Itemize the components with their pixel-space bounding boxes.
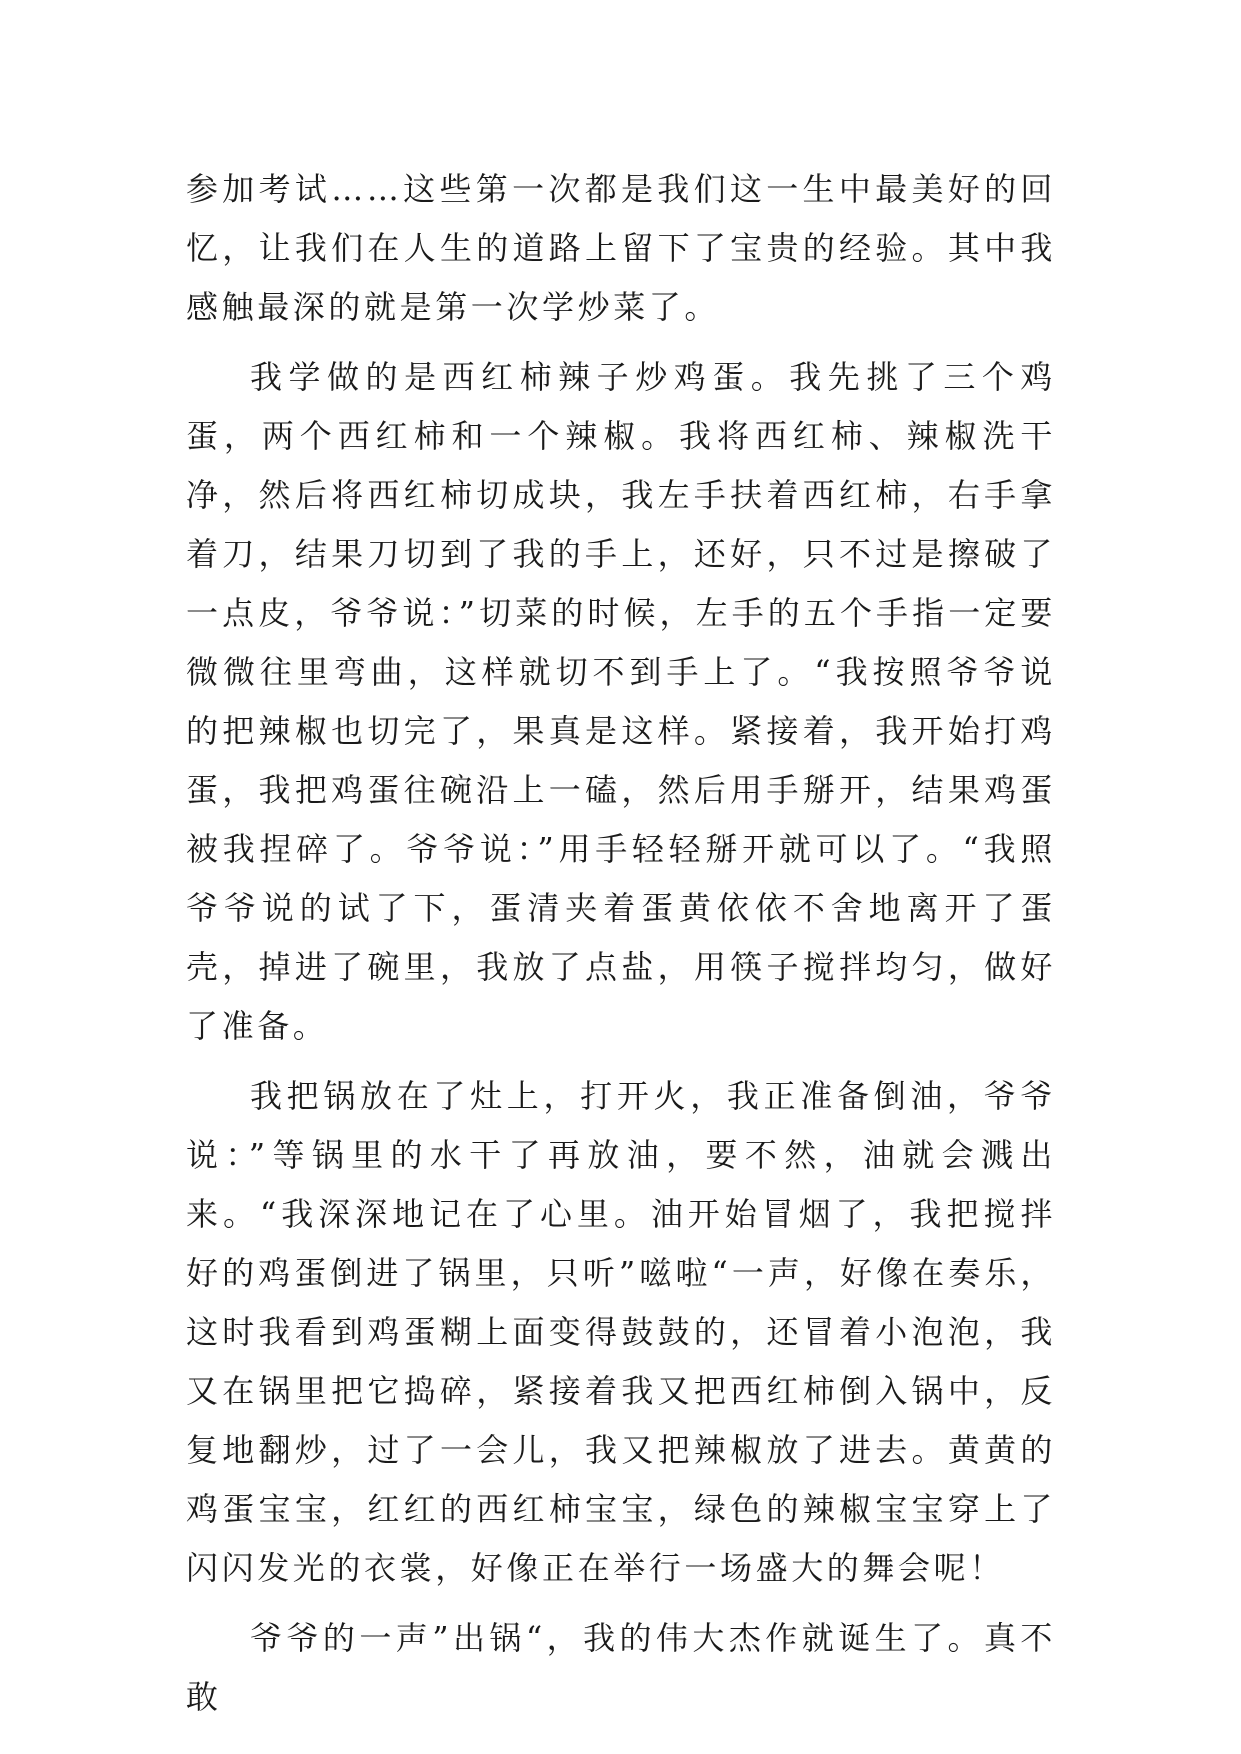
paragraph-cooking-prep: 我学做的是西红柿辣子炒鸡蛋。我先挑了三个鸡蛋，两个西红柿和一个辣椒。我将西红柿、辣椒洗干净，然后将西红柿切成块，我左手扶着西红柿，右手拿着刀，结果刀切到了我的手上，还好，只不过是擦破了一点皮，爷爷说：”切菜的时候，左手的五个手指一定要微微往里弯曲，这样就切不到手上了。“我按照爷爷说的把辣椒也切完了，果真是这样。紧接着，我开始打鸡蛋，我把鸡蛋往碗沿上一磕，然后用手掰开，结果鸡蛋被我捏碎了。爷爷说：”用手轻轻掰开就可以了。“我照爷爷说的试了下，蛋清夹着蛋黄依依不舍地离开了蛋壳，掉进了碗里，我放了点盐，用筷子搅拌均匀，做好了准备。 [186, 358, 1056, 1045]
paragraph-finish: 爷爷的一声”出锅“，我的伟大杰作就诞生了。真不敢 [186, 1619, 1056, 1716]
paragraph-continuation: 参加考试……这些第一次都是我们这一生中最美好的回忆，让我们在人生的道路上留下了宝贵的经验。其中我感触最深的就是第一次学炒菜了。 [186, 170, 1056, 326]
paragraph-frying: 我把锅放在了灶上，打开火，我正准备倒油，爷爷说：”等锅里的水干了再放油，要不然，油就会溅出来。“我深深地记在了心里。油开始冒烟了，我把搅拌好的鸡蛋倒进了锅里，只听”嗞啦“一声，好像在奏乐，这时我看到鸡蛋糊上面变得鼓鼓的，还冒着小泡泡，我又在锅里把它捣碎，紧接着我又把西红柿倒入锅中，反复地翻炒，过了一会儿，我又把辣椒放了进去。黄黄的鸡蛋宝宝，红红的西红柿宝宝，绿色的辣椒宝宝穿上了闪闪发光的衣裳，好像正在举行一场盛大的舞会呢！ [186, 1077, 1056, 1587]
essay-body [186, 160, 1056, 1738]
